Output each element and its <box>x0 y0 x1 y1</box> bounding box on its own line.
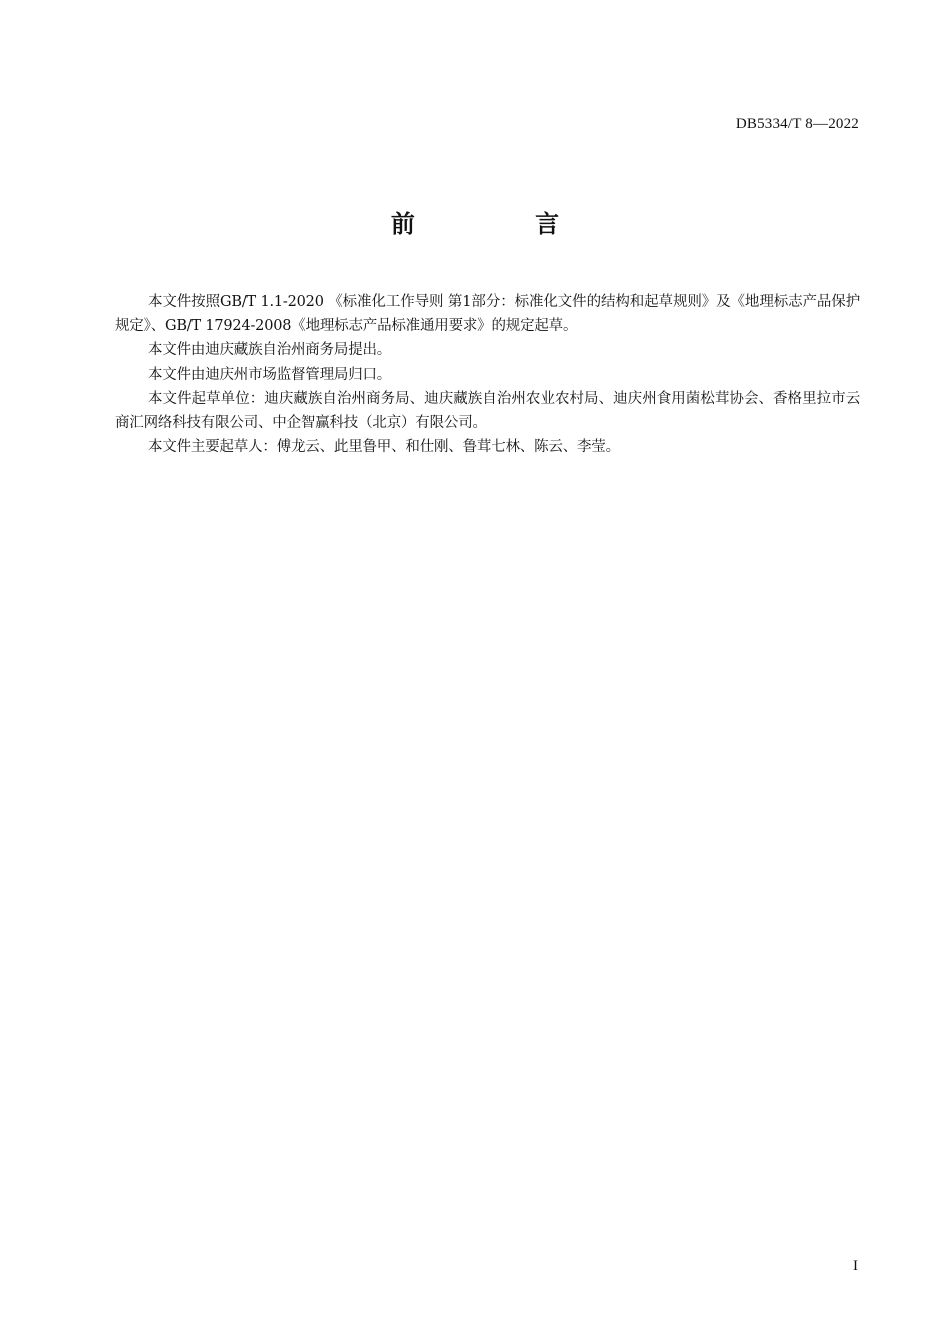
page-number: I <box>853 1258 858 1274</box>
page-title: 前 言 <box>390 210 616 238</box>
paragraph-drafting-basis: 本文件按照GB/T 1.1-2020 《标准化工作导则 第1部分：标准化文件的结构和起草规则》及《地理标志产品保护规定》、GB/T 17924-2008《地理标志产品标准通用要求》的规定起草。 <box>115 294 860 335</box>
foreword-body <box>115 290 860 459</box>
paragraph-proposer: 本文件由迪庆藏族自治州商务局提出。 <box>148 342 392 359</box>
paragraph-drafting-units: 本文件起草单位：迪庆藏族自治州商务局、迪庆藏族自治州农业农村局、迪庆州食用菌松茸协会、香格里拉市云商汇网络科技有限公司、中企智赢科技（北京）有限公司。 <box>115 390 860 432</box>
document-code: DB5334/T 8—2022 <box>735 116 859 132</box>
paragraph-administrator: 本文件由迪庆州市场监督管理局归口。 <box>148 366 392 383</box>
paragraph-drafters: 本文件主要起草人：傅龙云、此里鲁甲、和仕刚、鲁茸七林、陈云、李莹。 <box>148 439 620 456</box>
